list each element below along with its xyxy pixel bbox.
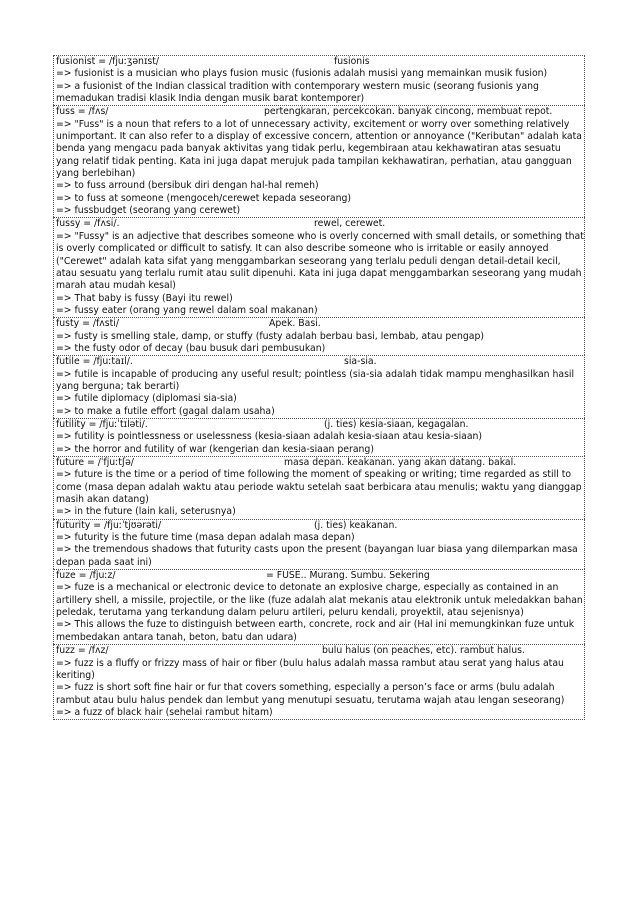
entry-example-line: => fusionist is a musician who plays fusion music (fusionis adalah musisi yang memainkan musik fusion) xyxy=(56,68,548,80)
entry-headword-line xyxy=(54,106,584,118)
entry-term: fuss = /fʌs/ xyxy=(56,106,109,118)
glossary-entry xyxy=(53,644,585,720)
entry-example-line: => futile diplomacy (diplomasi sia-sia) xyxy=(56,393,237,405)
entry-term: fusty = /fʌsti/ xyxy=(56,318,119,330)
entry-headword-line xyxy=(54,457,584,469)
entry-headword-line xyxy=(54,318,584,330)
entry-example-line: => fuzz is short soft fine hair or fur that covers something, especially a person’s face or arms (bulu adalah rambut atau bulu halus pendek dan lembut yang menutupi sesuatu, terutama wajah atau lengan seseorang) xyxy=(56,682,565,706)
entry-gloss: masa depan. keakanan. yang akan datang. bakal. xyxy=(284,457,517,468)
entry-example-line: => "Fuss" is a noun that refers to a lot of unnecessary activity, excitement or worry over something relatively unimportant. It can also refer to a display of excessive concern, attention or annoyance ("Keributan" adalah kata benda yang mengacu pada banyak aktivitas yang tidak perlu, kegembiraan atau kekhawatiran atas sesuatu yang relatif tidak penting. Kata ini juga dapat merujuk pada tampilan kekhawatiran, perhatian, atau gangguan yang berlebihan) xyxy=(56,118,582,180)
entry-example-line: => to fuss at someone (mengoceh/cerewet kepada seseorang) xyxy=(56,192,352,204)
glossary-entry xyxy=(53,317,585,355)
entry-headword-line xyxy=(54,645,584,657)
glossary-entry xyxy=(53,55,585,105)
entry-term: fuzz = /fʌz/ xyxy=(56,645,109,657)
entry-example-line: => futurity is the future time (masa depan adalah masa depan) xyxy=(56,532,355,544)
glossary-entry xyxy=(53,456,585,519)
glossary-entry xyxy=(53,355,585,418)
entry-headword-line xyxy=(54,520,584,532)
entry-example-line: => futile is incapable of producing any useful result; pointless (sia-sia adalah tidak mampu menghasilkan hasil yang berguna; tak berarti) xyxy=(56,368,575,392)
entry-example-line: => This allows the fuze to distinguish between earth, concrete, rock and air (Hal ini memungkinkan fuze untuk membedakan antara tanah, beton, batu dan udara) xyxy=(56,619,575,643)
glossary-document xyxy=(53,55,585,720)
entry-gloss: (j. ties) keakanan. xyxy=(314,519,398,531)
glossary-entry xyxy=(53,519,585,569)
entry-term: future = /ˈfjuːtʃə/ xyxy=(56,457,134,468)
glossary-entry xyxy=(53,105,585,217)
entry-example-line: => future is the time or a period of time following the moment of speaking or writing; time regarded as still to come (masa depan adalah waktu atau periode waktu setelah saat berbicara atau menulis; waktu yang dianggap masih akan datang) xyxy=(56,469,582,506)
entry-gloss: Apek. Basi. xyxy=(269,318,321,330)
entry-term: fussy = /fʌsi/. xyxy=(56,218,120,230)
glossary-entry xyxy=(53,418,585,456)
entry-example-line: => "Fussy" is an adjective that describes someone who is overly concerned with small details, or something that is overly complicated or difficult to satisfy. It can also describe someone who is irritable or easily annoyed ("Cerewet" adalah kata sifat yang menggambarkan seseorang yang terlalu peduli dengan detail-detail kecil, atau sesuatu yang terlalu rumit atau sulit dipenuhi. Kata ini juga dapat menggambarkan seseorang yang mudah marah atau mudah kesal) xyxy=(56,230,584,292)
entry-example-line: => to make a futile effort (gagal dalam usaha) xyxy=(56,405,275,417)
entry-term: futurity = /fjuːˈtjʊərəti/ xyxy=(56,519,162,531)
entry-gloss: bulu halus (on peaches, etc). rambut halus. xyxy=(322,645,525,657)
entry-example-line: => a fusionist of the Indian classical tradition with contemporary western music (seorang fusionis yang memadukan tradisi klasik India dengan musik barat kontemporer) xyxy=(56,80,539,105)
entry-gloss: (j. ties) kesia-siaan, kegagalan. xyxy=(324,418,469,430)
entry-gloss: = FUSE.. Murang. Sumbu. Sekering xyxy=(266,570,430,582)
entry-headword-line xyxy=(54,56,584,68)
entry-headword-line xyxy=(54,218,584,230)
entry-example-line: => to fuss arround (bersibuk diri dengan hal-hal remeh) xyxy=(56,180,319,192)
entry-headword-line xyxy=(54,356,584,368)
entry-headword-line xyxy=(54,419,584,431)
entry-example-line: => the horror and futility of war (kengerian dan kesia-siaan perang) xyxy=(56,443,374,455)
entry-headword-line xyxy=(54,570,584,582)
entry-example-line: => fuze is a mechanical or electronic device to detonate an explosive charge, especially as contained in an artillery shell, a missile, projectile, or the like (fuze adalah alat mekanis atau elektronik untuk meledakkan bahan peledak, terutama yang terkandung dalam peluru artileri, peluru kendali, proyektil, atau sejenisnya) xyxy=(56,582,583,619)
glossary-entry xyxy=(53,569,585,644)
entry-example-line: => That baby is fussy (Bayi itu rewel) xyxy=(56,292,233,304)
entry-example-line: => fussy eater (orang yang rewel dalam soal makanan) xyxy=(56,304,318,316)
glossary-entry xyxy=(53,217,585,317)
entry-example-line: => in the future (lain kali, seterusnya) xyxy=(56,506,236,518)
entry-term: futility = /fjuːˈtɪləti/. xyxy=(56,418,148,430)
entry-gloss: sia-sia. xyxy=(344,356,377,368)
entry-example-line: => fussbudget (seorang yang cerewet) xyxy=(56,205,241,217)
entry-term: fusionist = /fjuːʒənɪst/ xyxy=(56,56,160,67)
entry-gloss: fusionis xyxy=(334,56,370,67)
entry-term: futile = /fjuːtaɪl/. xyxy=(56,356,133,368)
entry-example-line: => fusty is smelling stale, damp, or stuffy (fusty adalah berbau basi, lembab, atau pengap) xyxy=(56,330,485,342)
entry-term: fuze = /fjuːz/ xyxy=(56,570,116,582)
entry-gloss: pertengkaran, percekcokan. banyak cincong, membuat repot. xyxy=(264,106,553,118)
entry-example-line: => futility is pointlessness or uselessness (kesia-siaan adalah kesia-siaan atau kesia-siaan) xyxy=(56,431,483,443)
entry-gloss: rewel, cerewet. xyxy=(314,218,386,230)
entry-example-line: => a fuzz of black hair (sehelai rambut hitam) xyxy=(56,706,273,718)
entry-example-line: => the fusty odor of decay (bau busuk dari pembusukan) xyxy=(56,342,326,354)
entry-example-line: => the tremendous shadows that futurity casts upon the present (bayangan luar biasa yang dilemparkan masa depan pada saat ini) xyxy=(56,544,578,568)
entry-example-line: => fuzz is a fluffy or frizzy mass of hair or fiber (bulu halus adalah massa rambut atau serat yang halus atau keriting) xyxy=(56,657,564,681)
